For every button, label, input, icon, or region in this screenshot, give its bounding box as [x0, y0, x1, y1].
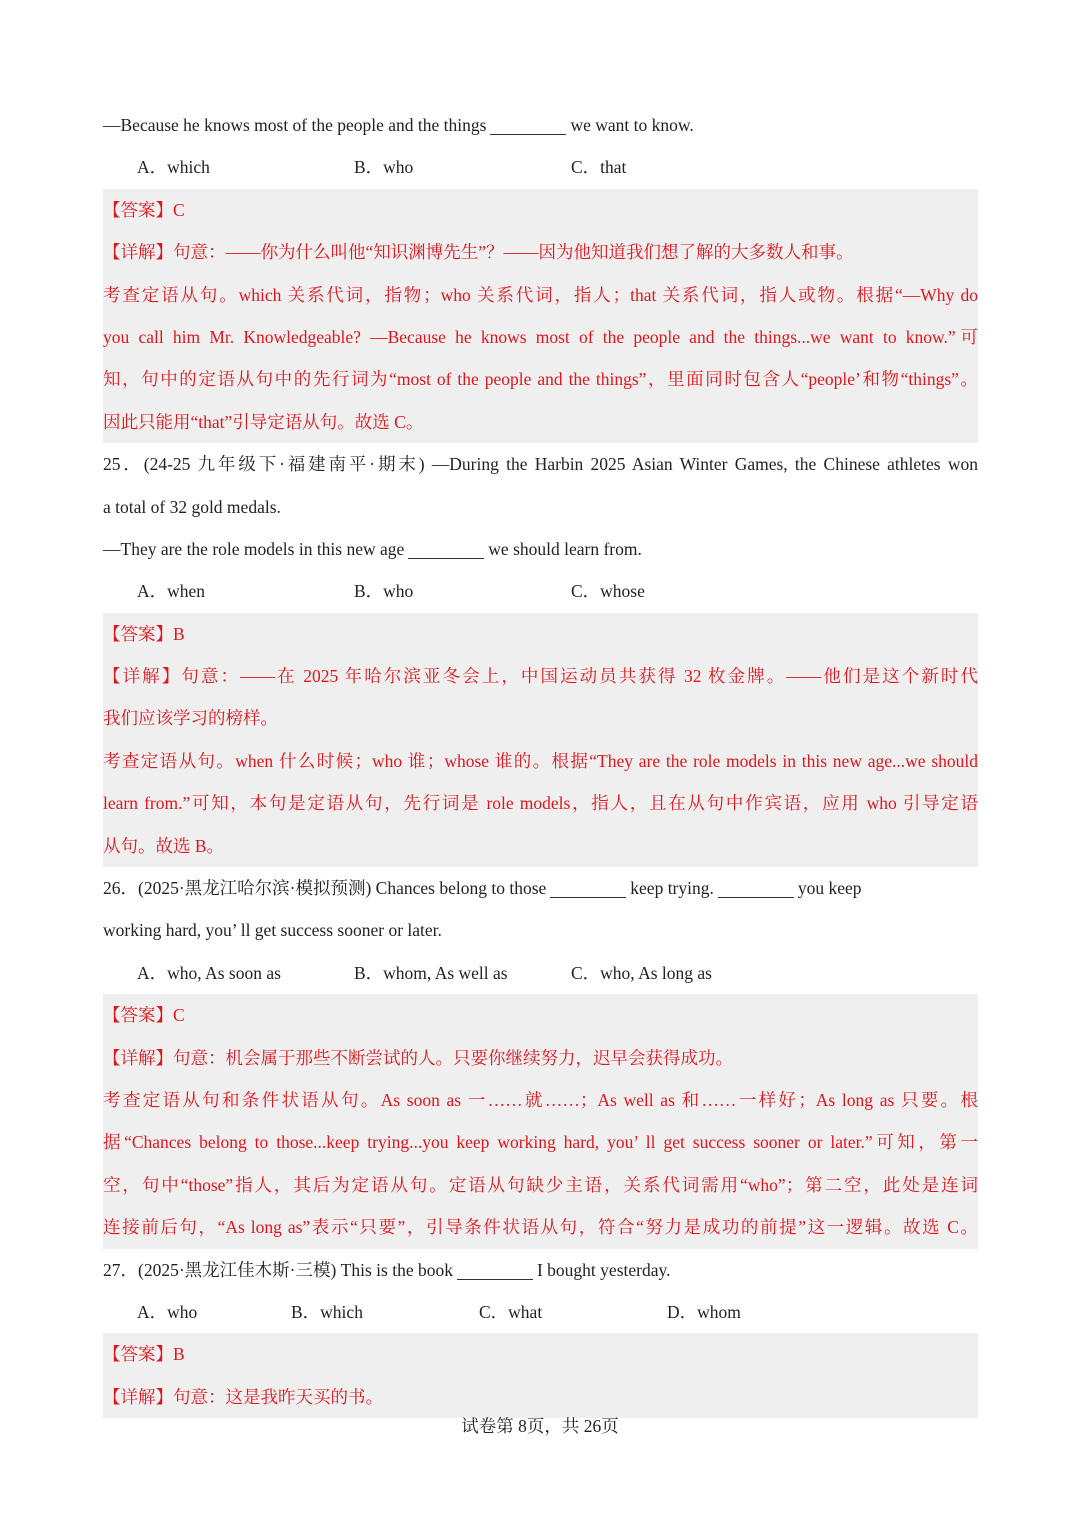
option-c: C．who, As long as: [571, 962, 712, 983]
answer-blank: [457, 1261, 533, 1280]
answer-block: [103, 994, 978, 1248]
options-row: [103, 570, 978, 612]
options-row: [103, 1291, 978, 1333]
option-a: A．when: [137, 581, 206, 602]
question-26-stem-cont: working hard, you’ ll get success sooner or later.: [103, 920, 442, 941]
detail-line: you call him Mr. Knowledgeable? —Because he knows most of the people and the things...we want to know.”可: [103, 326, 978, 347]
answer-blank: [718, 879, 794, 898]
detail-line: 连接前后句，“As long as”表示“只要”，引导条件状语从句，符合“努力是成功的前提”这一逻辑。故选 C。: [103, 1217, 978, 1238]
options-row: [103, 952, 978, 994]
option-b: B．who: [354, 157, 414, 178]
answer-line: 【答案】B: [103, 623, 185, 644]
page-content: [103, 104, 978, 1418]
option-b: B．whom, As well as: [354, 962, 508, 983]
detail-line: 据“Chances belong to those...keep trying...you keep working hard, you’ ll get success sooner or later.”可知，第一: [103, 1132, 978, 1153]
detail-line: 【详解】句意：这是我昨天买的书。: [103, 1386, 383, 1407]
option-c: C．that: [571, 157, 627, 178]
answer-block: [103, 189, 978, 443]
detail-line: 空，句中“those”指人，其后为定语从句。定语从句缺少主语，关系代词需用“who”；第二空，此处是连词: [103, 1174, 978, 1195]
answer-block: [103, 613, 978, 867]
option-b: B．which: [291, 1301, 363, 1322]
option-a: A．who, As soon as: [137, 962, 281, 983]
option-d: D．whom: [667, 1301, 741, 1322]
option-c: C．whose: [571, 581, 645, 602]
answer-block: [103, 1333, 978, 1418]
options-row: [103, 146, 978, 188]
answer-blank: [408, 540, 484, 559]
detail-line: 考查定语从句和条件状语从句。As soon as 一……就……；As well as 和……一样好；As long as 只要。根: [103, 1089, 978, 1110]
question-stem: —Because he knows most of the people and the things we want to know.: [103, 115, 694, 135]
option-a: A．which: [137, 157, 210, 178]
option-b: B．who: [354, 581, 414, 602]
answer-blank: [490, 116, 566, 135]
question-27-stem: 27．(2025·黑龙江佳木斯·三模) This is the book I bought yesterday.: [103, 1259, 671, 1280]
detail-line: 【详解】句意：——你为什么叫他“知识渊博先生”？——因为他知道我们想了解的大多数人和事。: [103, 242, 854, 263]
detail-line: 从句。故选 B。: [103, 835, 225, 856]
detail-line: 【详解】句意：——在 2025 年哈尔滨亚冬会上，中国运动员共获得 32 枚金牌。——他们是这个新时代: [103, 666, 978, 687]
detail-line: learn from.”可知，本句是定语从句，先行词是 role models，指人，且在从句中作宾语，应用 who 引导定语: [103, 793, 978, 814]
question-26-stem: 26．(2025·黑龙江哈尔滨·模拟预测) Chances belong to those keep trying. you keep: [103, 878, 862, 899]
answer-line: 【答案】B: [103, 1344, 185, 1365]
detail-line: 知，句中的定语从句中的先行词为“most of the people and the things”，里面同时包含人“people’和物“things”。: [103, 369, 978, 390]
question-25-stem-cont: a total of 32 gold medals.: [103, 496, 281, 517]
page-footer: 试卷第 8页，共 26页: [461, 1416, 619, 1436]
option-a: A．who: [137, 1301, 198, 1322]
answer-line: 【答案】C: [103, 199, 185, 220]
option-c: C．what: [479, 1301, 543, 1322]
detail-line: 考查定语从句。when 什么时候；who 谁；whose 谁的。根据“They are the role models in this new age...we should: [103, 750, 978, 771]
answer-line: 【答案】C: [103, 1005, 185, 1026]
detail-line: 【详解】句意：机会属于那些不断尝试的人。只要你继续努力，迟早会获得成功。: [103, 1047, 733, 1068]
detail-line: 因此只能用“that”引导定语从句。故选 C。: [103, 411, 424, 432]
question-25-reply: —They are the role models in this new age we should learn from.: [103, 538, 642, 559]
detail-line: 我们应该学习的榜样。: [103, 708, 278, 729]
answer-blank: [550, 879, 626, 898]
question-25-stem: 25．(24-25 九年级下·福建南平·期末) —During the Harbin 2025 Asian Winter Games, the Chinese athletes won: [103, 454, 978, 475]
detail-line: 考查定语从句。which 关系代词，指物；who 关系代词，指人；that 关系代词，指人或物。根据“—Why do: [103, 284, 978, 305]
